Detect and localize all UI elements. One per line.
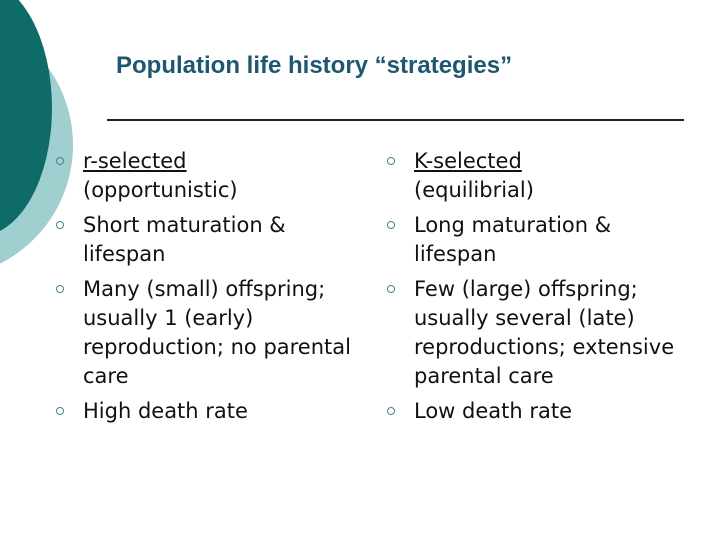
- list-item: [56, 147, 366, 205]
- list-item-text: Short maturation & lifespan: [83, 213, 286, 266]
- list-item: [387, 397, 697, 426]
- ring-bullet-icon: [56, 221, 64, 229]
- list-item: [387, 211, 697, 269]
- list-item: [387, 147, 697, 205]
- r-selected-heading: r-selected: [83, 149, 187, 173]
- slide-title: Population life history “strategies”: [116, 52, 513, 79]
- list-item: [56, 211, 366, 269]
- ring-bullet-icon: [56, 157, 64, 165]
- title-divider: [107, 119, 684, 121]
- list-item-text: Few (large) offspring; usually several (late) reproductions; extensive parental care: [414, 277, 675, 388]
- ring-bullet-icon: [387, 221, 395, 229]
- r-selected-subheading: (opportunistic): [83, 178, 238, 202]
- list-item-text: High death rate: [83, 399, 248, 423]
- list-item-text: Long maturation & lifespan: [414, 213, 612, 266]
- ring-bullet-icon: [387, 407, 395, 415]
- r-selected-list: [56, 147, 366, 432]
- list-item-text: Low death rate: [414, 399, 573, 423]
- list-item: [387, 275, 697, 391]
- list-item: [56, 275, 366, 391]
- list-item-text: Many (small) offspring; usually 1 (early) reproduction; no parental care: [83, 277, 351, 388]
- ring-bullet-icon: [387, 157, 395, 165]
- ring-bullet-icon: [56, 285, 64, 293]
- k-selected-heading: K-selected: [414, 149, 522, 173]
- k-selected-subheading: (equilibrial): [414, 178, 534, 202]
- k-selected-list: [387, 147, 697, 432]
- list-item: [56, 397, 366, 426]
- ring-bullet-icon: [56, 407, 64, 415]
- ring-bullet-icon: [387, 285, 395, 293]
